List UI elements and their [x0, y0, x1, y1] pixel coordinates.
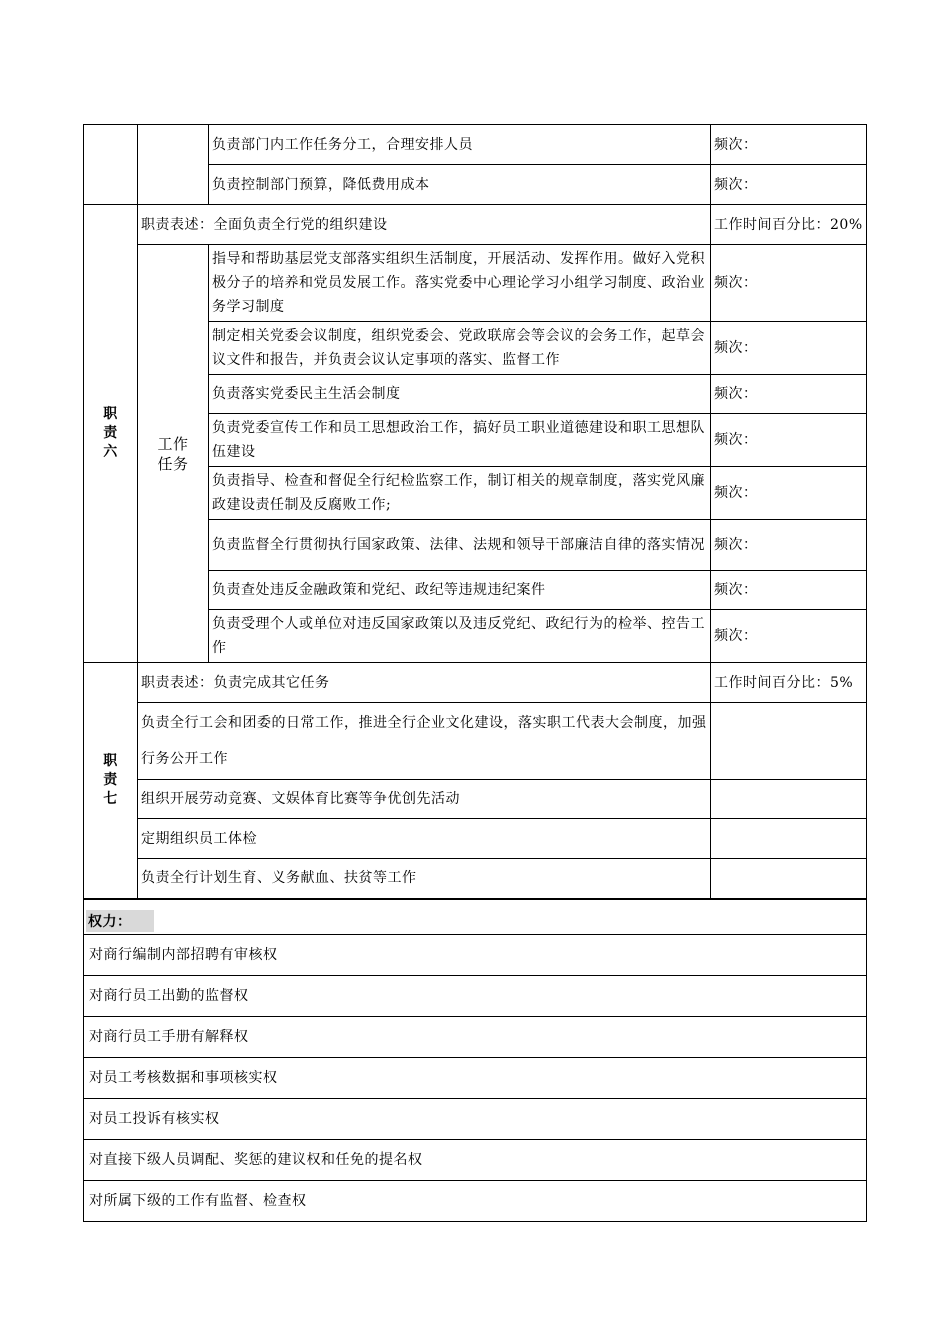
task-text: 负责监督全行贯彻执行国家政策、法律、法规和领导干部廉洁自律的落实情况: [209, 520, 711, 571]
power-item: 对所属下级的工作有监督、检查权: [84, 1180, 867, 1221]
power-item: 对商行编制内部招聘有审核权: [84, 934, 867, 975]
task-frequency: 频次：: [711, 165, 867, 205]
power-item: 对员工投诉有核实权: [84, 1098, 867, 1139]
section6-percent: 工作时间百分比：20%: [711, 205, 867, 245]
section7-summary: 职责表述：负责完成其它任务: [138, 663, 711, 703]
task-frequency: 频次：: [711, 125, 867, 165]
responsibility-sheet: [83, 124, 866, 1222]
task-frequency: 频次：: [711, 375, 867, 414]
task-text: 负责查处违反金融政策和党纪、政纪等违规违纪案件: [209, 571, 711, 610]
task-frequency: 频次：: [711, 467, 867, 520]
power-item: 对商行员工出勤的监督权: [84, 975, 867, 1016]
task-frequency-empty: [711, 859, 867, 899]
power-item: 对直接下级人员调配、奖惩的建议权和任免的提名权: [84, 1139, 867, 1180]
task-text: 负责受理个人或单位对违反国家政策以及违反党纪、政纪行为的检举、控告工作: [209, 610, 711, 663]
task-text: 指导和帮助基层党支部落实组织生活制度，开展活动、发挥作用。做好入党积极分子的培养和党员发展工作。落实党委中心理论学习小组学习制度、政治业务学习制度: [209, 245, 711, 322]
section6-summary: 职责表述：全面负责全行党的组织建设: [138, 205, 711, 245]
section7-percent: 工作时间百分比：5%: [711, 663, 867, 703]
section6-label: 职责六: [84, 205, 138, 663]
section6-sub-label: 工作任务: [138, 245, 209, 663]
task-text: 负责全行工会和团委的日常工作，推进全行企业文化建设，落实职工代表大会制度，加强行务公开工作: [138, 703, 711, 780]
responsibility-table: [83, 124, 867, 1222]
power-item: 对商行员工手册有解释权: [84, 1016, 867, 1057]
task-frequency: 频次：: [711, 414, 867, 467]
section5-sub-cell: [138, 125, 209, 205]
task-text: 负责全行计划生育、义务献血、扶贫等工作: [138, 859, 711, 899]
task-frequency: 频次：: [711, 610, 867, 663]
task-text: 制定相关党委会议制度，组织党委会、党政联席会等会议的会务工作，起草会议文件和报告，并负责会议认定事项的落实、监督工作: [209, 322, 711, 375]
powers-header: [84, 899, 867, 935]
task-text: 组织开展劳动竞赛、文娱体育比赛等争优创先活动: [138, 780, 711, 819]
task-frequency: 频次：: [711, 245, 867, 322]
task-frequency: 频次：: [711, 571, 867, 610]
task-text: 负责落实党委民主生活会制度: [209, 375, 711, 414]
task-text: 负责控制部门预算，降低费用成本: [209, 165, 711, 205]
task-text: 负责党委宣传工作和员工思想政治工作，搞好员工职业道德建设和职工思想队伍建设: [209, 414, 711, 467]
power-item: 对员工考核数据和事项核实权: [84, 1057, 867, 1098]
section7-label: 职责七: [84, 663, 138, 899]
task-frequency: 频次：: [711, 322, 867, 375]
section5-label-cell: [84, 125, 138, 205]
task-text: 定期组织员工体检: [138, 819, 711, 859]
task-frequency-empty: [711, 819, 867, 859]
powers-title: 权力：: [86, 910, 154, 932]
task-text: 负责部门内工作任务分工，合理安排人员: [209, 125, 711, 165]
task-frequency: 频次：: [711, 520, 867, 571]
task-text: 负责指导、检查和督促全行纪检监察工作，制订相关的规章制度，落实党风廉政建设责任制及反腐败工作;: [209, 467, 711, 520]
task-frequency-empty: [711, 703, 867, 780]
task-frequency-empty: [711, 780, 867, 819]
